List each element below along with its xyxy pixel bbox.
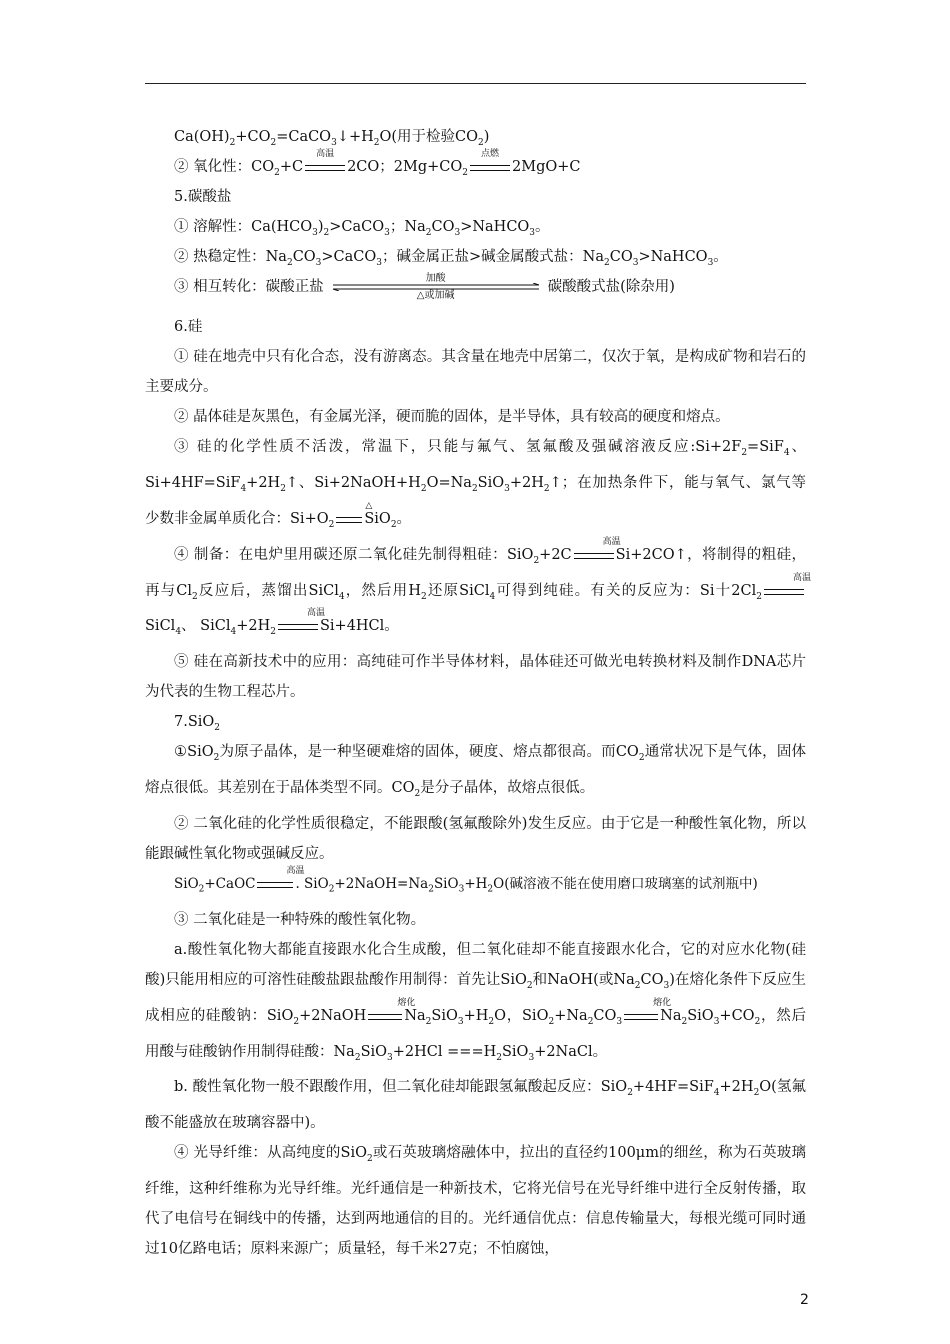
thermal-stability-line: ② 热稳定性：$Na_2CO_3>CaCO_3$；碱金属正盐>碱金属酸式盐：$Na_2CO_3>NaHCO_3$。	[174, 249, 728, 268]
condition-jiare: △	[336, 511, 362, 523]
condition-gaowen: 高温	[305, 159, 345, 171]
silicon-paragraphs	[145, 342, 811, 707]
paragraph-si-2: ② 晶体硅是灰黑色，有金属光泽，硬而脆的固体，是半导体，具有较高的硬度和熔点。	[174, 409, 730, 425]
paragraph-sio2-2: ② 二氧化硅的化学性质很稳定，不能跟酸(氢氟酸除外)发生反应。由于它是一种酸性氧化物，所以能跟碱性氧化物或强碱反应。	[145, 816, 806, 863]
condition-dianran: 点燃	[470, 159, 510, 171]
oxidation-line: ② 氧化性：$CO_2+C$ 高温 2CO；$2Mg+CO_2$ 点燃 2MgO+C	[174, 149, 581, 178]
section-heading-5: 5.碳酸盐	[174, 189, 232, 205]
paragraph-si-1: ① 硅在地壳中只有化合态，没有游离态。其含量在地壳中居第二，仅次于氧，是构成矿物和岩石的主要成分。	[145, 349, 806, 395]
paragraph-sio2-a: a.酸性氧化物大都能直接跟水化合生成酸，但二氧化硅却不能直接跟水化合，它的对应水化物(硅酸)只能用相应的可溶性硅酸盐跟盐酸作用制得：首先让SiO$_2$和NaOH(或$Na_2CO_3$)在熔化条件下反应生成相应的硅酸钠：SiO$_2$+2NaOH 熔化 $Na_2SiO_3+H_2O$，$SiO_2+Na_2CO_3$ 熔化 $Na_2SiO_3+CO_2$，然后用酸与硅酸钠作用制得硅酸：$Na_2SiO_3+2HCl$ $===H_2SiO_3+2NaCl$。	[145, 941, 806, 1063]
paragraph-si-5: ⑤ 硅在高新技术中的应用：高纯硅可作半导体材料，晶体硅还可做光电转换材料及制作DNA芯片为代表的生物工程芯片。	[145, 654, 806, 701]
condition-ronghua: 熔化	[368, 1008, 402, 1020]
solubility-line: ① 溶解性：$Ca(HCO_3)_2>CaCO_3$；$Na_2CO_3>NaHCO_3$。	[174, 219, 550, 238]
equation-line-caoh2: $Ca(OH)_2+CO_2=CaCO_3↓+H_2O$(用于检验$CO_2$)	[174, 129, 490, 148]
condition-ronghua: 熔化	[624, 1008, 658, 1020]
condition-gaowen: 高温	[257, 876, 293, 888]
section-heading-6: 6.硅	[174, 319, 203, 335]
equation-line-sio2: SiO$_2$+CaOC 高温 . $SiO_2+2NaOH=Na_2SiO_3+H_2O$(碱溶液不能在使用磨口玻璃塞的试剂瓶中)	[174, 866, 758, 895]
condition-gaowen: 高温	[278, 618, 318, 630]
paragraph-sio2-3: ③ 二氧化硅是一种特殊的酸性氧化物。	[174, 911, 426, 928]
reversible-arrow: 加酸 △或加碱	[330, 272, 542, 302]
header-rule	[145, 83, 806, 84]
sio2-paragraphs	[145, 737, 806, 1264]
paragraph-sio2-b: b. 酸性氧化物一般不跟酸作用，但二氧化硅却能跟氢氟酸起反应：$SiO_2+4HF=SiF_4+2H_2O$(氢氟酸不能盛放在玻璃容器中)。	[145, 1079, 806, 1132]
condition-gaowen: 高温	[764, 583, 804, 595]
document-body	[145, 122, 811, 1264]
paragraph-si-4: ④ 制备：在电炉里用碳还原二氧化硅先制得粗硅：SiO$_2$+2C 高温 Si+2CO↑，将制得的粗硅，再与$Cl_2$反应后，蒸馏出SiCl$_4$，然后用$H_2$还原SiCl$_4$可得到纯硅。有关的反应为：Si十$2Cl_2$ 高温 SiCl$_4$、 $SiCl_4+2H_2$ 高温 Si+4HCl。	[145, 536, 811, 638]
page-number: 2	[800, 1292, 809, 1308]
paragraph-sio2-4: ④ 光导纤维：从高纯度的SiO$_2$或石英玻璃熔融体中，拉出的直径约100μm的细丝，称为石英玻璃纤维，这种纤维称为光导纤维。光纤通信是一种新技术，它将光信号在光导纤维中进行全反射传播，取代了电信号在铜线中的传播，达到两地通信的目的。光纤通信优点：信息传输量大，每根光缆可同时通过10亿路电话；原料来源广；质量轻，每千米27克；不怕腐蚀，	[145, 1145, 806, 1258]
section-heading-7: 7.SiO$_2$	[174, 714, 221, 734]
interconversion-line: ③ 相互转化：碳酸正盐 加酸 △或加碱 碳酸酸式盐(除杂用)	[174, 273, 675, 301]
paragraph-si-3: ③ 硅的化学性质不活泼，常温下，只能与氟气、氢氟酸及强碱溶液反应$:Si+2F_2=SiF_4$、$Si+4HF=SiF_4+2H_2↑$、$Si+2NaOH+H_2O=Na_2SiO_3+2H_2↑$；在加热条件下，能与氧气、氯气等少数非金属单质化合：$Si+O_2$ △ SiO$_2$。	[145, 439, 807, 530]
condition-gaowen: 高温	[574, 547, 614, 559]
paragraph-sio2-1: ①SiO$_2$为原子晶体，是一种坚硬难熔的固体，硬度、熔点都很高。而$CO_2$通常状况下是气体，固体熔点很低。其差别在于晶体类型不同。$CO_2$是分子晶体，故熔点很低。	[145, 744, 806, 800]
